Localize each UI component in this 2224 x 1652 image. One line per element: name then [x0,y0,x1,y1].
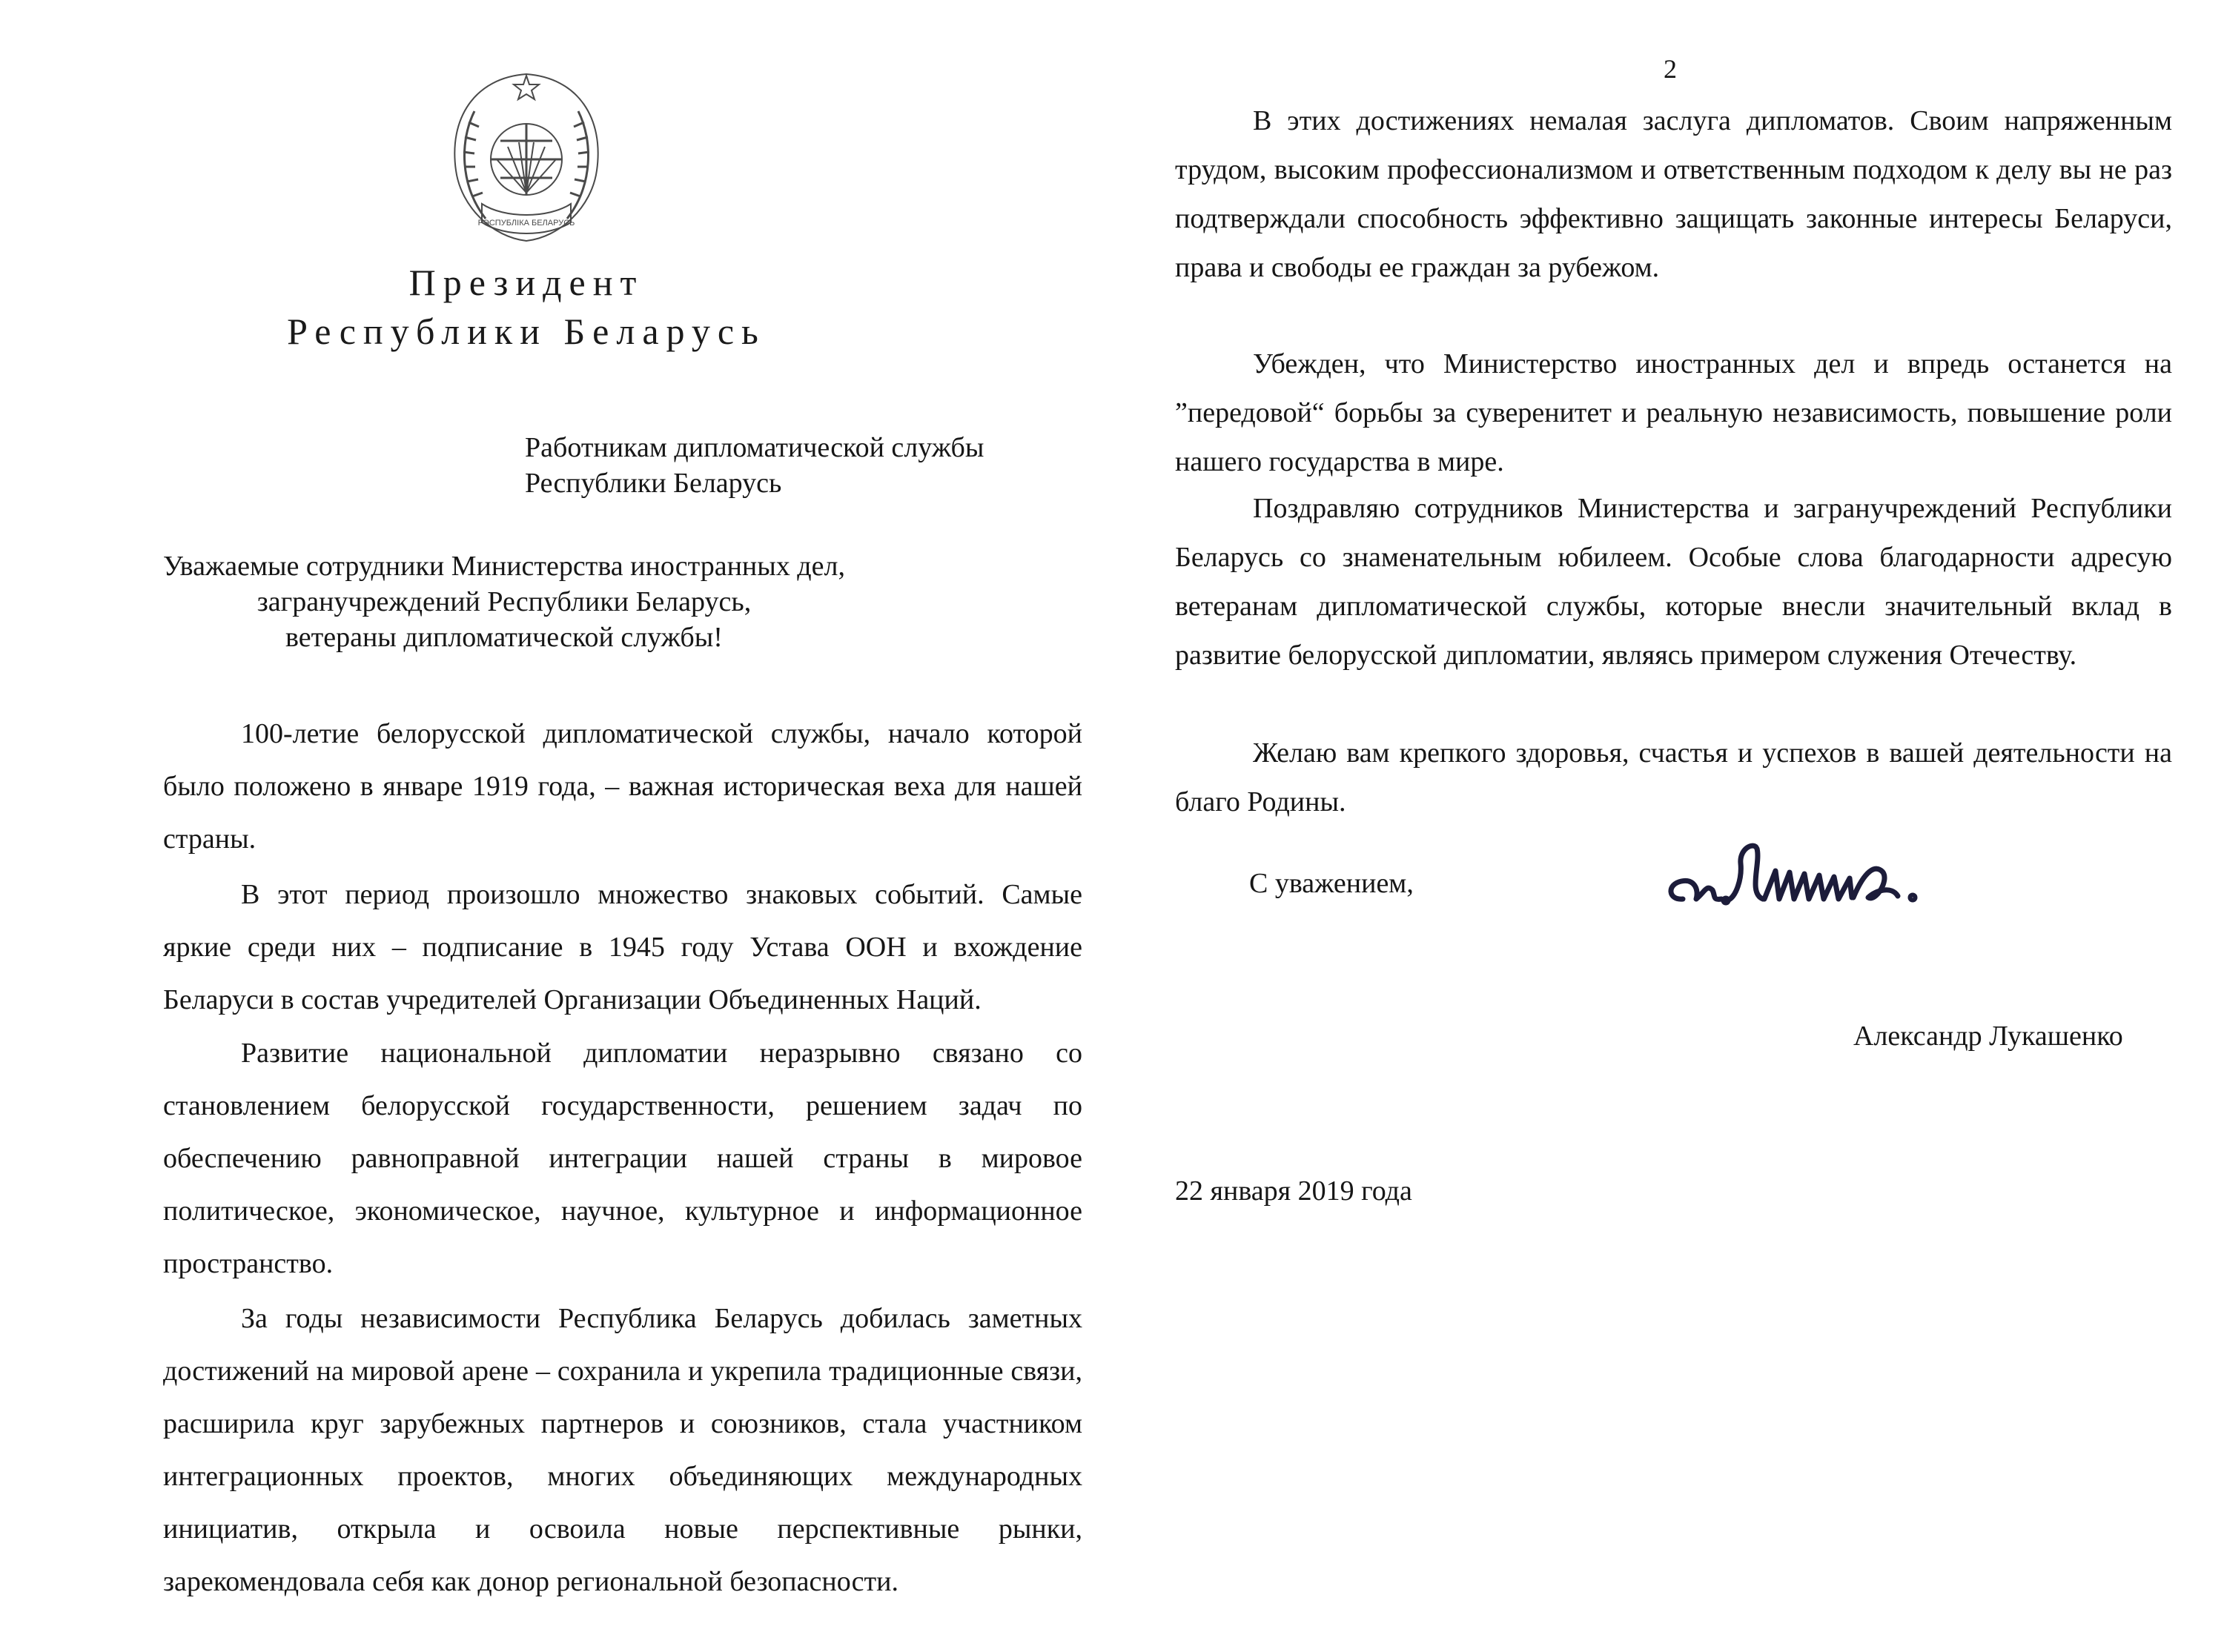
salutation-block [111,548,897,655]
body-paragraph: В этот период произошло множество знаковых событий. Самые яркие среди них – подписание в 1945 году Устава ООН и вхождение Беларуси в состав учредителей Организации Объединенных Наций. [163,879,1082,1015]
signer-name: Александр Лукашенко [1853,1021,2123,1052]
addressee-block [525,430,984,501]
addressee-line-2: Республики Беларусь [525,468,782,499]
body-paragraph: Желаю вам крепкого здоровья, счастья и успехов в вашей деятельности на благо Родины. [1175,737,2172,817]
page-number: 2 [1664,54,1677,84]
state-emblem [430,59,623,252]
emblem-ribbon-text: РЭСПУБЛІКА БЕЛАРУСЬ [477,219,575,228]
salutation-line-3: ветераны дипломатической службы! [285,622,723,653]
body-paragraph: 100-летие белорусской дипломатической службы, начало которой было положено в январе 1919 года, – важная историческая веха для нашей страны. [163,718,1082,855]
letterhead-title-line-1: Президент [408,262,644,303]
body-paragraph: Поздравляю сотрудников Министерства и загранучреждений Республики Беларусь со знаменательным юбилеем. Особые слова благодарности адресую ветеранам дипломатической службы, которые внесли значительный вклад в развитие белорусской дипломатии, являясь примером служения Отечеству. [1175,493,2172,671]
closing-phrase: С уважением, [1249,868,1414,899]
body-paragraph: В этих достижениях немалая заслуга дипломатов. Своим напряженным трудом, высоким профессионализмом и ответственным подходом к делу вы не раз подтверждали способность эффективно защищать законные интересы Беларуси, права и свободы ее граждан за рубежом. [1175,105,2172,283]
body-paragraph: За годы независимости Республика Беларусь добилась заметных достижений на мировой арене – сохранила и укрепила традиционные связи, расширила круг зарубежных партнеров и союзников, стала участником интеграционных проектов, многих объединяющих международных инициатив, открыла и освоила новые перспективные рынки, зарекомендовала себя как донор региональной безопасности. [163,1303,1082,1597]
letter-date: 22 января 2019 года [1175,1175,1412,1207]
letter-page-2 [1112,0,2224,1652]
body-paragraph: Убежден, что Министерство иностранных дел и впредь останется на ”передовой“ борьбы за суверенитет и реальную независимость, повышение роли нашего государства в мире. [1175,348,2172,477]
addressee-line-1: Работникам дипломатической службы [525,432,984,463]
salutation-line-2: загранучреждений Республики Беларусь, [257,586,752,617]
body-paragraph: Развитие национальной дипломатии неразрывно связано со становлением белорусской государственности, решением задач по обеспечению равноправной интеграции нашей страны в мировое политическое, экономическое, научное, культурное и информационное пространство. [163,1038,1082,1279]
handwritten-signature [1653,819,2039,930]
salutation-line-1: Уважаемые сотрудники Министерства иностранных дел, [163,551,845,582]
letterhead-title-line-2: Республики Беларусь [287,311,766,352]
